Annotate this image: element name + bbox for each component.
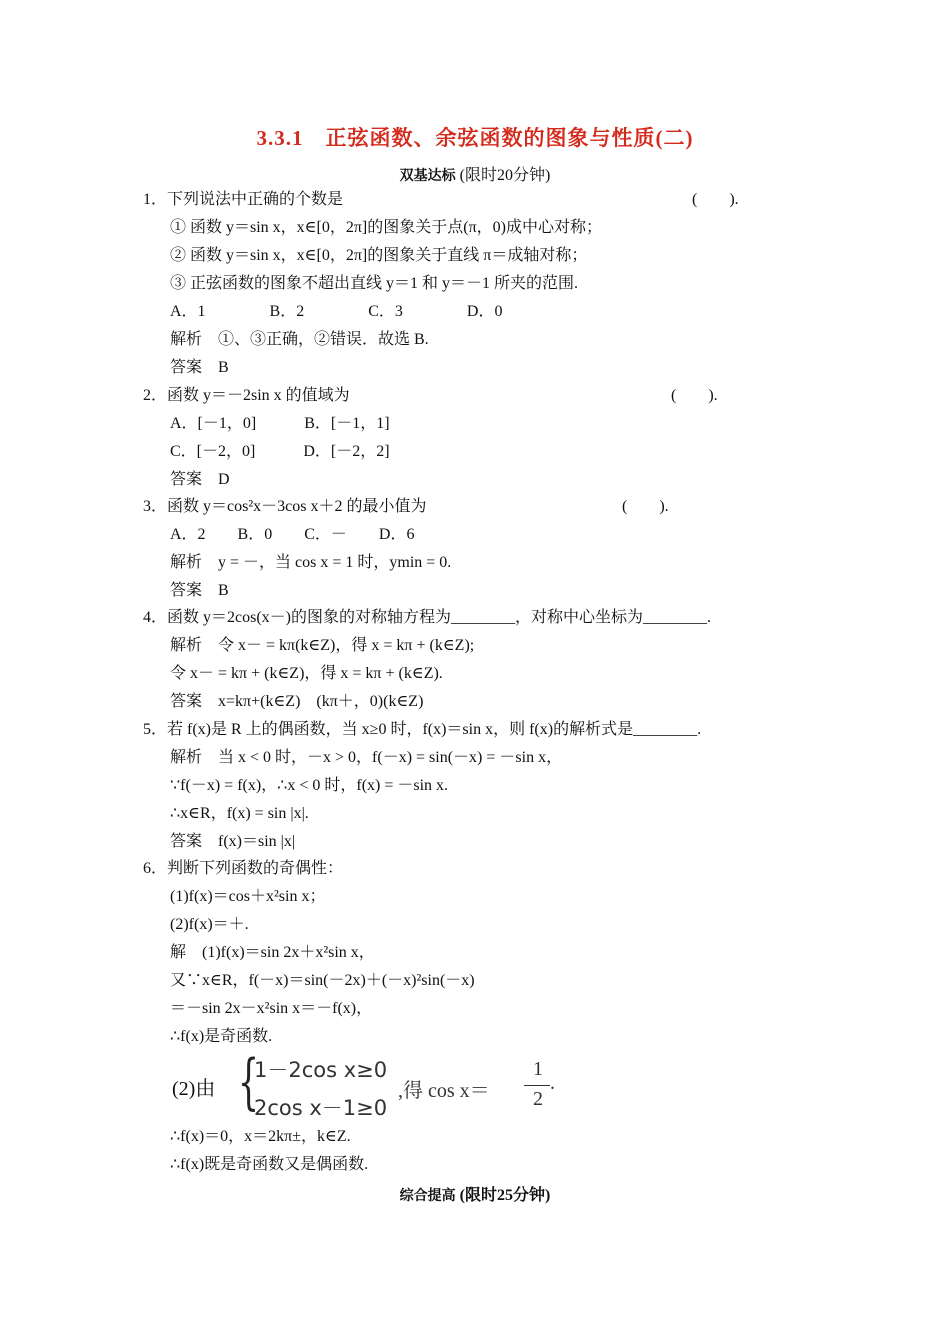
q4-answer: 答案 x=kπ+(k∈Z) (kπ＋，0)(k∈Z) (170, 693, 424, 710)
q6-solution3: ＝－sin 2x－x²sin x＝－f(x)， (170, 1000, 373, 1017)
q2-options-ab: A．[－1，0] B．[－1，1] (170, 415, 390, 432)
q1-item3: ③ 正弦函数的图象不超出直线 y＝1 和 y＝－1 所夹的范围. (170, 275, 579, 292)
math-denominator: 2 (533, 1088, 543, 1110)
q1-options: A．1 B．2 C．3 D．0 (170, 303, 503, 320)
q5-analysis1: 解析 当 x < 0 时，－x > 0，f(－x) = sin(－x) = －sin x， (170, 749, 563, 766)
q1-answer: 答案 B (170, 359, 229, 376)
q5-stem: 5．若 f(x)是 R 上的偶函数，当 x≥0 时，f(x)＝sin x，则 f(x)的解析式是________. (143, 721, 702, 738)
page-title: 3.3.1 正弦函数、余弦函数的图象与性质(二) (256, 126, 694, 150)
section-basic-label: 双基达标 (399, 169, 456, 184)
q1-bracket: ( ). (692, 191, 739, 208)
q6-part2: (2)f(x)＝＋. (170, 916, 249, 933)
q3-analysis: 解析 y = －，当 cos x = 1 时，ymin = 0. (170, 554, 452, 571)
q6-solution6: ∴f(x)既是奇函数又是偶函数. (170, 1156, 369, 1173)
math-row2: 2cos x－1≥0 (254, 1096, 388, 1120)
section-basic-limit: (限时20分钟) (459, 167, 551, 184)
q5-analysis2: ∵f(－x) = f(x)，∴x < 0 时，f(x) = －sin x. (170, 777, 449, 794)
math-result: ,得 cos x＝ (398, 1080, 490, 1102)
math-numerator: 1 (533, 1058, 543, 1080)
section-comprehensive (0, 1182, 950, 1205)
q4-stem: 4．函数 y＝2cos(x－)的图象的对称轴方程为________，对称中心坐标为________. (143, 609, 711, 626)
q2-options-cd: C．[－2，0] D．[－2，2] (170, 443, 390, 460)
q1-analysis: 解析 ①、③正确，②错误．故选 B. (170, 331, 429, 348)
q6-solution5: ∴f(x)＝0，x＝2kπ±，k∈Z. (170, 1128, 351, 1145)
fraction-bar (524, 1085, 550, 1086)
q1-item1: ① 函数 y＝sin x，x∈[0，2π]的图象关于点(π，0)成中心对称； (170, 219, 602, 236)
math-period: . (550, 1072, 555, 1094)
brace-symbol: { (238, 1047, 260, 1117)
q6-stem: 6．判断下列函数的奇偶性： (143, 860, 344, 877)
q6-solution1: 解 (1)f(x)＝sin 2x＋x²sin x， (170, 944, 375, 961)
math-row1: 1－2cos x≥0 (254, 1058, 388, 1082)
q3-answer: 答案 B (170, 582, 229, 599)
section-comprehensive-label: 综合提高 (399, 1189, 456, 1204)
section-basic (0, 162, 950, 185)
q3-stem: 3．函数 y＝cos²x－3cos x＋2 的最小值为 (143, 498, 427, 515)
q6-solution2: 又∵x∈R，f(－x)＝sin(－2x)＋(－x)²sin(－x) (170, 972, 475, 989)
q2-answer: 答案 D (170, 471, 230, 488)
q2-bracket: ( ). (671, 387, 718, 404)
q1-stem: 1．下列说法中正确的个数是 (143, 191, 344, 208)
q6-math-system (172, 1047, 592, 1120)
q6-solution4: ∴f(x)是奇函数. (170, 1028, 273, 1045)
q5-analysis3: ∴x∈R，f(x) = sin |x|. (170, 805, 309, 822)
section-comprehensive-limit: (限时25分钟) (459, 1187, 551, 1204)
q4-analysis2: 令 x－ = kπ + (k∈Z)，得 x = kπ + (k∈Z). (170, 665, 443, 682)
q6-part1: (1)f(x)＝cos＋x²sin x； (170, 888, 326, 905)
q3-bracket: ( ). (622, 498, 669, 515)
q3-options: A．2 B．0 C．－ D．6 (170, 526, 415, 543)
q1-item2: ② 函数 y＝sin x，x∈[0，2π]的图象关于直线 π＝成轴对称； (170, 247, 588, 264)
math-prefix: (2)由 (172, 1078, 216, 1100)
q4-analysis1: 解析 令 x－ = kπ(k∈Z)，得 x = kπ + (k∈Z); (170, 637, 475, 654)
q5-answer: 答案 f(x)＝sin |x| (170, 833, 296, 850)
q2-stem: 2．函数 y＝－2sin x 的值域为 (143, 387, 350, 404)
